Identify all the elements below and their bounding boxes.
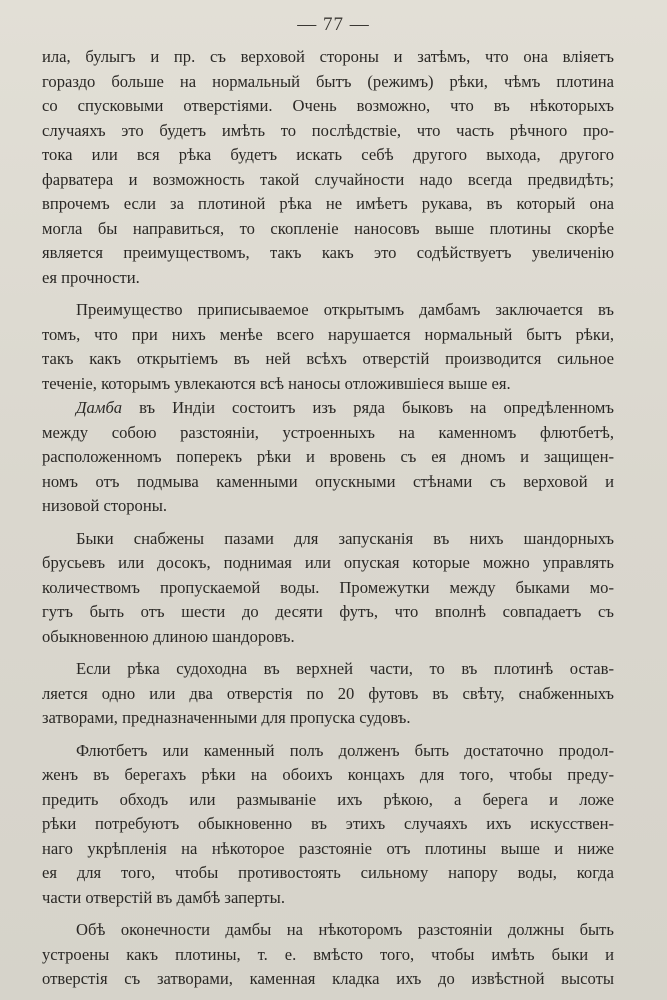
text-line: ея для того, чтобы противостоять сильному напору воды, когда [42, 863, 614, 882]
paragraph [42, 527, 614, 650]
text-line: Обѣ оконечности дамбы на нѣкоторомъ разстояніи должны быть [76, 920, 614, 939]
text-line: со спусковыми отверстіями. Очень возможно, что въ нѣкоторыхъ [42, 96, 614, 115]
text-line [42, 396, 614, 421]
text-line: отверстія съ затворами, каменная кладка ихъ до извѣстной высоты [42, 969, 614, 988]
text-line: могла бы направиться, то скопленіе наносовъ выше плотины скорѣе [42, 218, 614, 238]
text-line: является преимуществомъ, такъ какъ это содѣйствуетъ увеличенію [42, 243, 614, 262]
text-line: ея прочности. [42, 267, 140, 287]
text-line: между собою разстояніи, устроенныхъ на каменномъ флютбетѣ, [42, 422, 614, 442]
text-line: низовой стороны. [42, 496, 168, 515]
text-line: расположенномъ поперекъ рѣки и вровень съ ея дномъ и защищен- [42, 447, 614, 466]
text-line: обыкновенною длиною шандоровъ. [42, 626, 295, 646]
text-line: Преимущество приписываемое открытымъ дамбамъ заключается въ [76, 300, 614, 319]
text-line: количествомъ пропускаемой воды. Промежутки между быками мо- [42, 577, 614, 597]
text-line: ила, булыгъ и пр. съ верховой стороны и затѣмъ, что она вліяетъ [42, 47, 614, 66]
paragraph [42, 739, 614, 911]
text-line: фарватера и возможность такой случайности надо всегда предвидѣть; [42, 169, 614, 189]
text-line: гутъ быть отъ шести до десяти футъ, что вполнѣ совпадаетъ съ [42, 602, 614, 621]
text-line: гораздо больше на нормальный бытъ (режимъ) рѣки, чѣмъ плотина [42, 71, 614, 91]
text-line: Быки снабжены пазами для запусканія въ нихъ шандорныхъ [76, 528, 614, 548]
paragraph [42, 657, 614, 731]
text-line: Флютбетъ или каменный полъ долженъ быть достаточно продол- [76, 740, 614, 760]
text-line: наго укрѣпленія на нѣкоторое разстояніе отъ плотины выше и ниже [42, 838, 614, 858]
paragraph [42, 396, 614, 519]
text-line: части отверстій въ дамбѣ заперты. [42, 887, 285, 907]
text-line: номъ отъ подмыва каменными опускными стѣнами съ верховой и [42, 471, 614, 491]
text-line: предить обходъ или размываніе ихъ рѣкою, а берега и ложе [42, 789, 614, 809]
paragraph [42, 918, 614, 992]
paragraph [42, 45, 614, 290]
text-line: томъ, что при нихъ менѣе всего нарушается нормальный бытъ рѣки, [42, 324, 614, 344]
text-line: случаяхъ это будетъ имѣть то послѣдствіе, что часть рѣчного про- [42, 120, 614, 140]
text-span: въ Индіи состоитъ изъ ряда быковъ на опредѣленномъ [122, 398, 614, 417]
paragraph [42, 298, 614, 396]
text-line: женъ въ берегахъ рѣки на обоихъ концахъ для того, чтобы преду- [42, 765, 614, 784]
text-line: брусьевъ или досокъ, поднимая или опуская которые можно управлять [42, 553, 614, 572]
page-text [42, 45, 614, 992]
text-line: ляется одно или два отверстія по 20 футовъ въ свѣту, снабженныхъ [42, 683, 614, 703]
italic-term: Дамба [76, 398, 123, 417]
text-line: теченіе, которымъ увлекаются всѣ наносы отложившіеся выше ея. [42, 373, 511, 393]
text-line: Если рѣка судоходна въ верхней части, то въ плотинѣ остав- [76, 659, 614, 678]
text-line: такъ какъ открытіемъ въ ней всѣхъ отверстій производится сильное [42, 349, 614, 368]
text-line: тока или вся рѣка будетъ искать себѣ другого выхода, другого [42, 145, 614, 164]
page-number: — 77 — [297, 14, 370, 35]
text-line: затворами, предназначенными для пропуска судовъ. [42, 708, 411, 727]
text-line: устроены какъ плотины, т. е. вмѣсто того, чтобы имѣть быки и [42, 944, 614, 964]
text-line: рѣки потребуютъ обыкновенно въ этихъ случаяхъ ихъ искусствен- [42, 814, 614, 833]
text-line: впрочемъ если за плотиной рѣка не имѣетъ рукава, въ который она [42, 194, 614, 213]
